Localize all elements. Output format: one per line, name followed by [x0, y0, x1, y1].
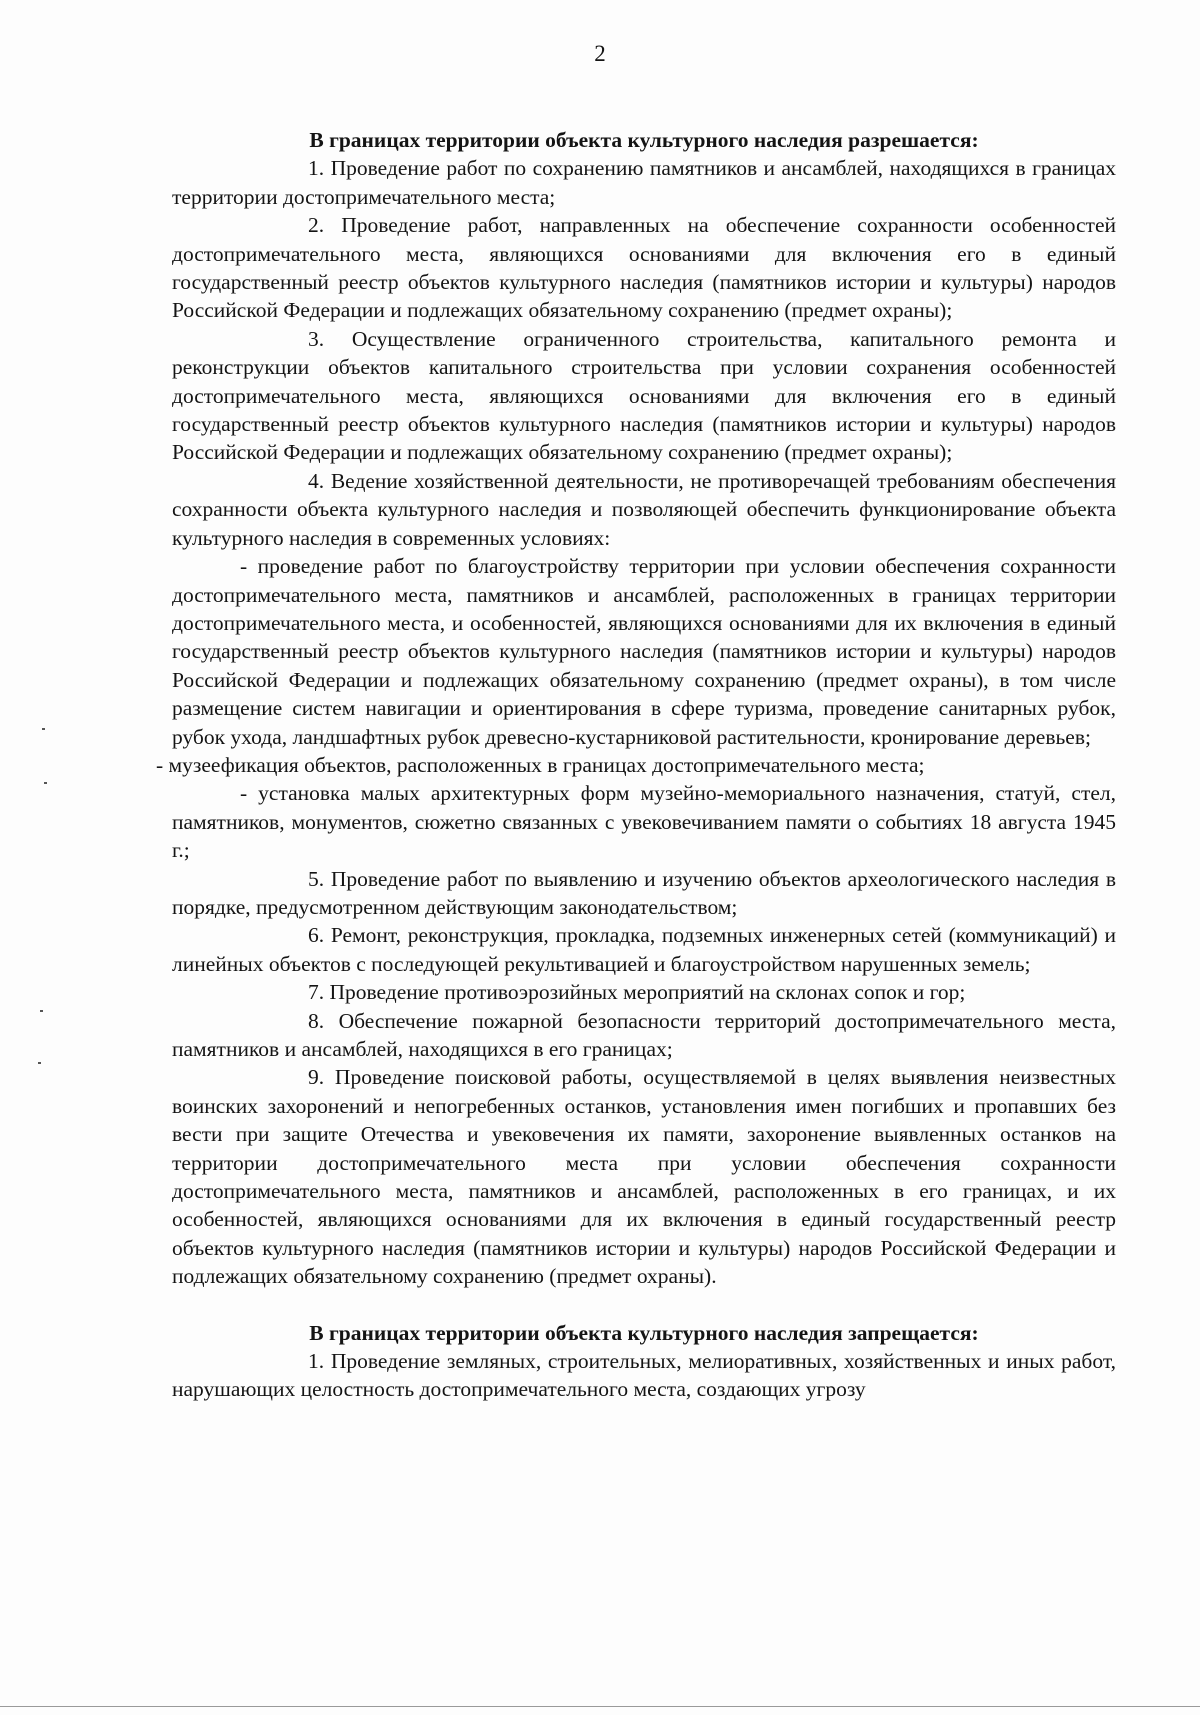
sub-list-item: - установка малых архитектурных форм музейно-мемориального назначения, статуй, стел, памятников, монументов, сюжетно связанных с увековечиванием памяти о событиях 18 августа 1945 г.;: [172, 781, 1116, 863]
scan-speck: [44, 782, 47, 784]
item-number: 3.: [308, 326, 325, 351]
item-number: 5.: [308, 866, 325, 891]
scan-speck: [40, 1010, 43, 1012]
scan-speck: [42, 728, 45, 730]
page-number: 2: [594, 41, 606, 66]
item-text: Проведение работ по выявлению и изучению объектов археологического наследия в порядке, предусмотренном действующим законодательством;: [172, 866, 1117, 919]
item-number: 6.: [308, 923, 325, 948]
item-text: Обеспечение пожарной безопасности территорий достопримечательного места, памятников и ансамблей, находящихся в его границах;: [172, 1008, 1117, 1061]
list-item: [172, 1007, 1116, 1064]
scan-speck: [38, 1062, 41, 1064]
item-text: Ремонт, реконструкция, прокладка, подземных инженерных сетей (коммуникаций) и линейных объектов с последующей рекультивацией и благоустройством нарушенных земель;: [172, 923, 1116, 976]
item-number: 9.: [308, 1065, 325, 1090]
item-text: Проведение работ, направленных на обеспечение сохранности особенностей достопримечательного места, являющихся основаниями для включения его в единый государственный реестр объектов культурного наследия (памятников истории и культуры) народов Российской Федерации и подлежащих обязательному сохранению (предмет охраны);: [172, 213, 1116, 323]
item-number: 8.: [308, 1008, 325, 1033]
sub-list-item: - музеефикация объектов, расположенных в границах достопримечательного места;: [156, 752, 925, 777]
document-body: [156, 126, 1117, 1404]
list-item: [172, 1347, 1116, 1404]
item-text: Проведение работ по сохранению памятников и ансамблей, находящихся в границах территории достопримечательного места;: [172, 156, 1116, 209]
item-number: 1.: [308, 1349, 325, 1374]
item-text: Проведение земляных, строительных, мелиоративных, хозяйственных и иных работ, нарушающих целостность достопримечательного места, создающих угрозу: [172, 1349, 1116, 1402]
section-heading-forbidden: В границах территории объекта культурного наследия запрещается:: [309, 1320, 979, 1345]
list-item: [172, 467, 1116, 552]
list-item: [172, 921, 1116, 978]
item-number: 2.: [308, 213, 325, 238]
list-item: [172, 1063, 1116, 1290]
list-item: [172, 325, 1116, 467]
item-text: Ведение хозяйственной деятельности, не противоречащей требованиям обеспечения сохранности объекта культурного наследия и позволяющей обеспечить функционирование объекта культурного наследия в современных условиях:: [172, 468, 1117, 550]
scan-edge-line: [0, 1706, 1200, 1707]
item-text: Осуществление ограниченного строительства, капитального ремонта и реконструкции объектов капитального строительства при условии сохранения особенностей достопримечательного места, являющихся основаниями для включения его в единый государственный реестр объектов культурного наследия (памятников истории и культуры) народов Российской Федерации и подлежащих обязательному сохранению (предмет охраны);: [172, 326, 1116, 465]
item-text: Проведение поисковой работы, осуществляемой в целях выявления неизвестных воинских захоронений и непогребенных останков, установления имен погибших и пропавших без вести при защите Отечества и увековечения их памяти, захоронение выявленных останков на территории достопримечательного места при условии обеспечения сохранности достопримечательного места, памятников и ансамблей, расположенных в его границах, и их особенностей, являющихся основаниями для их включения в единый государственный реестр объектов культурного наследия (памятников истории и культуры) народов Российской Федерации и подлежащих обязательному сохранению (предмет охраны).: [172, 1065, 1117, 1289]
item-text: Проведение противоэрозийных мероприятий на склонах сопок и гор;: [329, 980, 966, 1005]
item-number: 1.: [308, 156, 325, 181]
item-number: 4.: [308, 468, 325, 493]
section-heading-allowed: В границах территории объекта культурного наследия разрешается:: [309, 128, 979, 152]
list-item: [172, 865, 1116, 922]
item-number: 7.: [308, 980, 325, 1005]
list-item: [172, 978, 1116, 1006]
section-spacer: [172, 1291, 1116, 1319]
sub-list-item: - проведение работ по благоустройству территории при условии обеспечения сохранности достопримечательного места, памятников и ансамблей, расположенных в границах территории достопримечательного места, и особенностей, являющихся основаниями для их включения в единый государственный реестр объектов культурного наследия (памятников истории и культуры) народов Российской Федерации и подлежащих обязательному сохранению (предмет охраны), в том числе размещение систем навигации и ориентирования в сфере туризма, проведение санитарных рубок, рубок ухода, ландшафтных рубок древесно-кустарниковой растительности, кронирование деревьев;: [172, 554, 1116, 749]
list-item: [172, 154, 1116, 211]
list-item: [172, 211, 1116, 325]
